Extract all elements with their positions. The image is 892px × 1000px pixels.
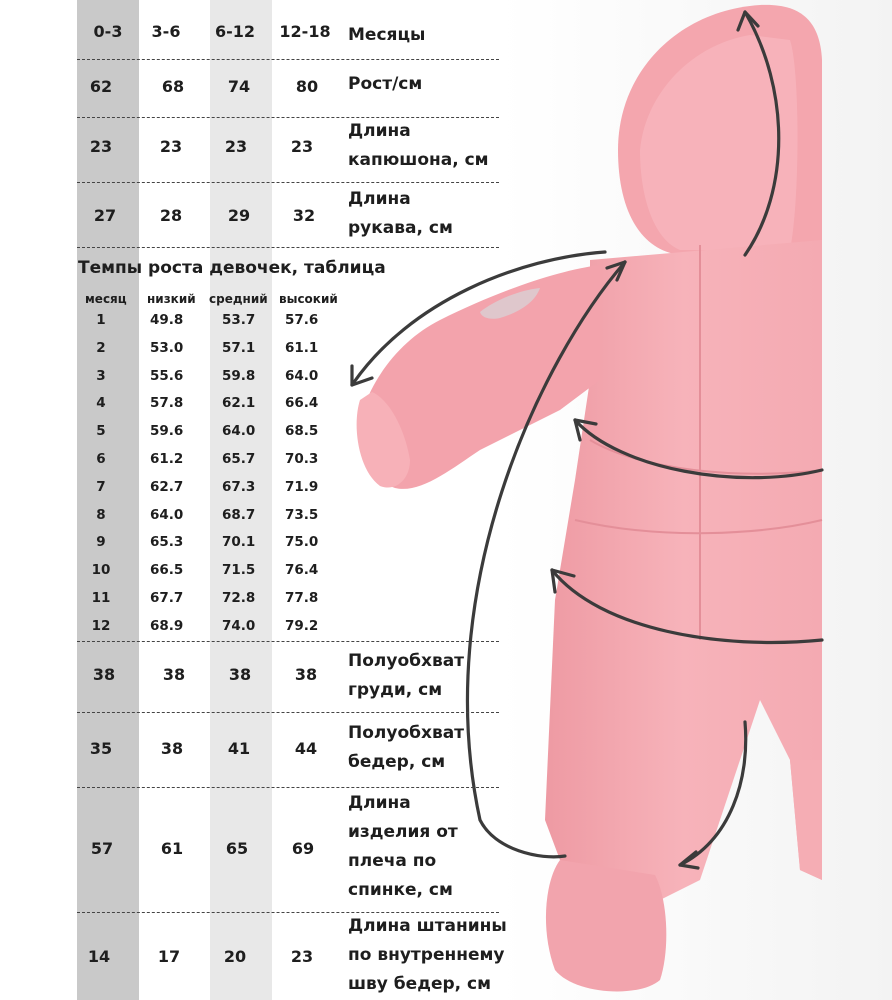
inseam-6-12: 20 (223, 947, 247, 966)
growth-header-high: высокий (279, 292, 338, 306)
growth-table-title: Темпы роста девочек, таблица (78, 258, 386, 278)
growth-month-9: 9 (96, 534, 106, 551)
growth-low-2: 53.0 (150, 339, 184, 356)
size-col-0-3: 0-3 (93, 22, 123, 41)
growth-header-low: низкий (147, 292, 196, 306)
growth-mid-3: 59.8 (222, 367, 256, 384)
inseam-label-line3: шву бедер, см (348, 974, 491, 994)
growth-high-5: 68.5 (285, 423, 319, 440)
growth-mid-11: 72.8 (222, 590, 256, 606)
growth-high-4: 66.4 (285, 395, 319, 412)
growth-mid-8: 68.7 (222, 506, 256, 523)
growth-high-1: 57.6 (285, 312, 319, 328)
growth-month-5: 5 (96, 423, 106, 440)
height-label: Рост/см (348, 74, 423, 94)
size-col-6-12: 6-12 (214, 22, 256, 41)
growth-month-3: 3 (96, 367, 106, 384)
row-divider (77, 59, 499, 60)
growth-high-11: 77.8 (285, 590, 319, 606)
growth-low-7: 62.7 (150, 478, 184, 495)
height-12-18: 80 (295, 77, 319, 96)
growth-low-11: 67.7 (150, 590, 184, 606)
growth-low-9: 65.3 (150, 534, 184, 551)
sleeve-0-3: 27 (93, 206, 117, 225)
growth-low-8: 64.0 (150, 506, 184, 523)
growth-high-2: 61.1 (285, 339, 319, 356)
length-6-12: 65 (225, 839, 249, 858)
sleeve-6-12: 29 (227, 206, 251, 225)
hood-6-12: 23 (224, 137, 248, 156)
hood-3-6: 23 (159, 137, 183, 156)
growth-month-8: 8 (96, 506, 106, 523)
length-label-line1: Длина (348, 793, 411, 813)
length-label-line4: спинке, см (348, 880, 453, 900)
row-divider (77, 182, 499, 183)
size-col-3-6: 3-6 (151, 22, 181, 41)
size-col-12-18: 12-18 (279, 22, 331, 41)
growth-high-6: 70.3 (285, 451, 319, 467)
size-columns-label: Месяцы (348, 25, 426, 45)
sleeve-label-line2: рукава, см (348, 218, 453, 238)
chest-label-line1: Полуобхват (348, 651, 465, 671)
growth-low-12: 68.9 (150, 617, 184, 634)
growth-month-2: 2 (96, 339, 106, 356)
growth-header-month: месяц (85, 292, 127, 306)
inseam-12-18: 23 (290, 947, 314, 966)
growth-high-7: 71.9 (285, 478, 319, 495)
growth-month-4: 4 (96, 395, 106, 412)
row-divider (77, 641, 499, 642)
hips-label-line2: бедер, см (348, 752, 446, 772)
row-divider (77, 712, 499, 713)
sleeve-3-6: 28 (159, 206, 183, 225)
growth-high-10: 76.4 (285, 562, 319, 579)
row-divider (77, 247, 499, 248)
hips-0-3: 35 (89, 739, 113, 758)
hood-label-line1: Длина (348, 121, 411, 141)
growth-low-4: 57.8 (150, 395, 184, 412)
growth-mid-6: 65.7 (222, 451, 256, 467)
growth-low-10: 66.5 (150, 562, 184, 579)
growth-mid-12: 74.0 (222, 617, 256, 634)
length-12-18: 69 (291, 839, 315, 858)
growth-mid-1: 53.7 (222, 312, 256, 328)
row-divider (77, 787, 499, 788)
chest-12-18: 38 (294, 665, 318, 684)
growth-mid-10: 71.5 (222, 562, 256, 579)
hips-12-18: 44 (294, 739, 318, 758)
growth-mid-4: 62.1 (222, 395, 256, 412)
growth-mid-9: 70.1 (222, 534, 256, 551)
growth-mid-5: 64.0 (222, 423, 256, 440)
hood-0-3: 23 (89, 137, 113, 156)
row-divider (77, 117, 499, 118)
growth-low-6: 61.2 (150, 451, 184, 467)
growth-high-8: 73.5 (285, 506, 319, 523)
hips-6-12: 41 (227, 739, 251, 758)
length-0-3: 57 (90, 839, 114, 858)
height-0-3: 62 (89, 77, 113, 96)
growth-month-11: 11 (91, 590, 111, 606)
growth-month-10: 10 (91, 562, 111, 579)
chest-6-12: 38 (228, 665, 252, 684)
growth-low-5: 59.6 (150, 423, 184, 440)
growth-high-12: 79.2 (285, 617, 319, 634)
growth-high-3: 64.0 (285, 367, 319, 384)
hood-label-line2: капюшона, см (348, 150, 489, 170)
sleeve-12-18: 32 (292, 206, 316, 225)
height-6-12: 74 (227, 77, 251, 96)
hips-3-6: 38 (160, 739, 184, 758)
inseam-label-line1: Длина штанины (348, 916, 507, 936)
sleeve-label-line1: Длина (348, 189, 411, 209)
inseam-0-3: 14 (87, 947, 111, 966)
growth-mid-7: 67.3 (222, 478, 256, 495)
growth-header-mid: средний (209, 292, 268, 306)
inseam-3-6: 17 (157, 947, 181, 966)
growth-low-1: 49.8 (150, 312, 184, 328)
growth-month-12: 12 (91, 617, 111, 634)
growth-low-3: 55.6 (150, 367, 184, 384)
length-label-line2: изделия от (348, 822, 458, 842)
growth-mid-2: 57.1 (222, 339, 256, 356)
growth-month-1: 1 (96, 312, 106, 328)
growth-month-6: 6 (96, 451, 106, 467)
hips-label-line1: Полуобхват (348, 723, 465, 743)
chest-label-line2: груди, см (348, 680, 443, 700)
growth-month-7: 7 (96, 478, 106, 495)
growth-high-9: 75.0 (285, 534, 319, 551)
chest-0-3: 38 (92, 665, 116, 684)
length-3-6: 61 (160, 839, 184, 858)
hood-12-18: 23 (290, 137, 314, 156)
height-3-6: 68 (161, 77, 185, 96)
chest-3-6: 38 (162, 665, 186, 684)
inseam-label-line2: по внутреннему (348, 945, 505, 965)
length-label-line3: плеча по (348, 851, 437, 871)
